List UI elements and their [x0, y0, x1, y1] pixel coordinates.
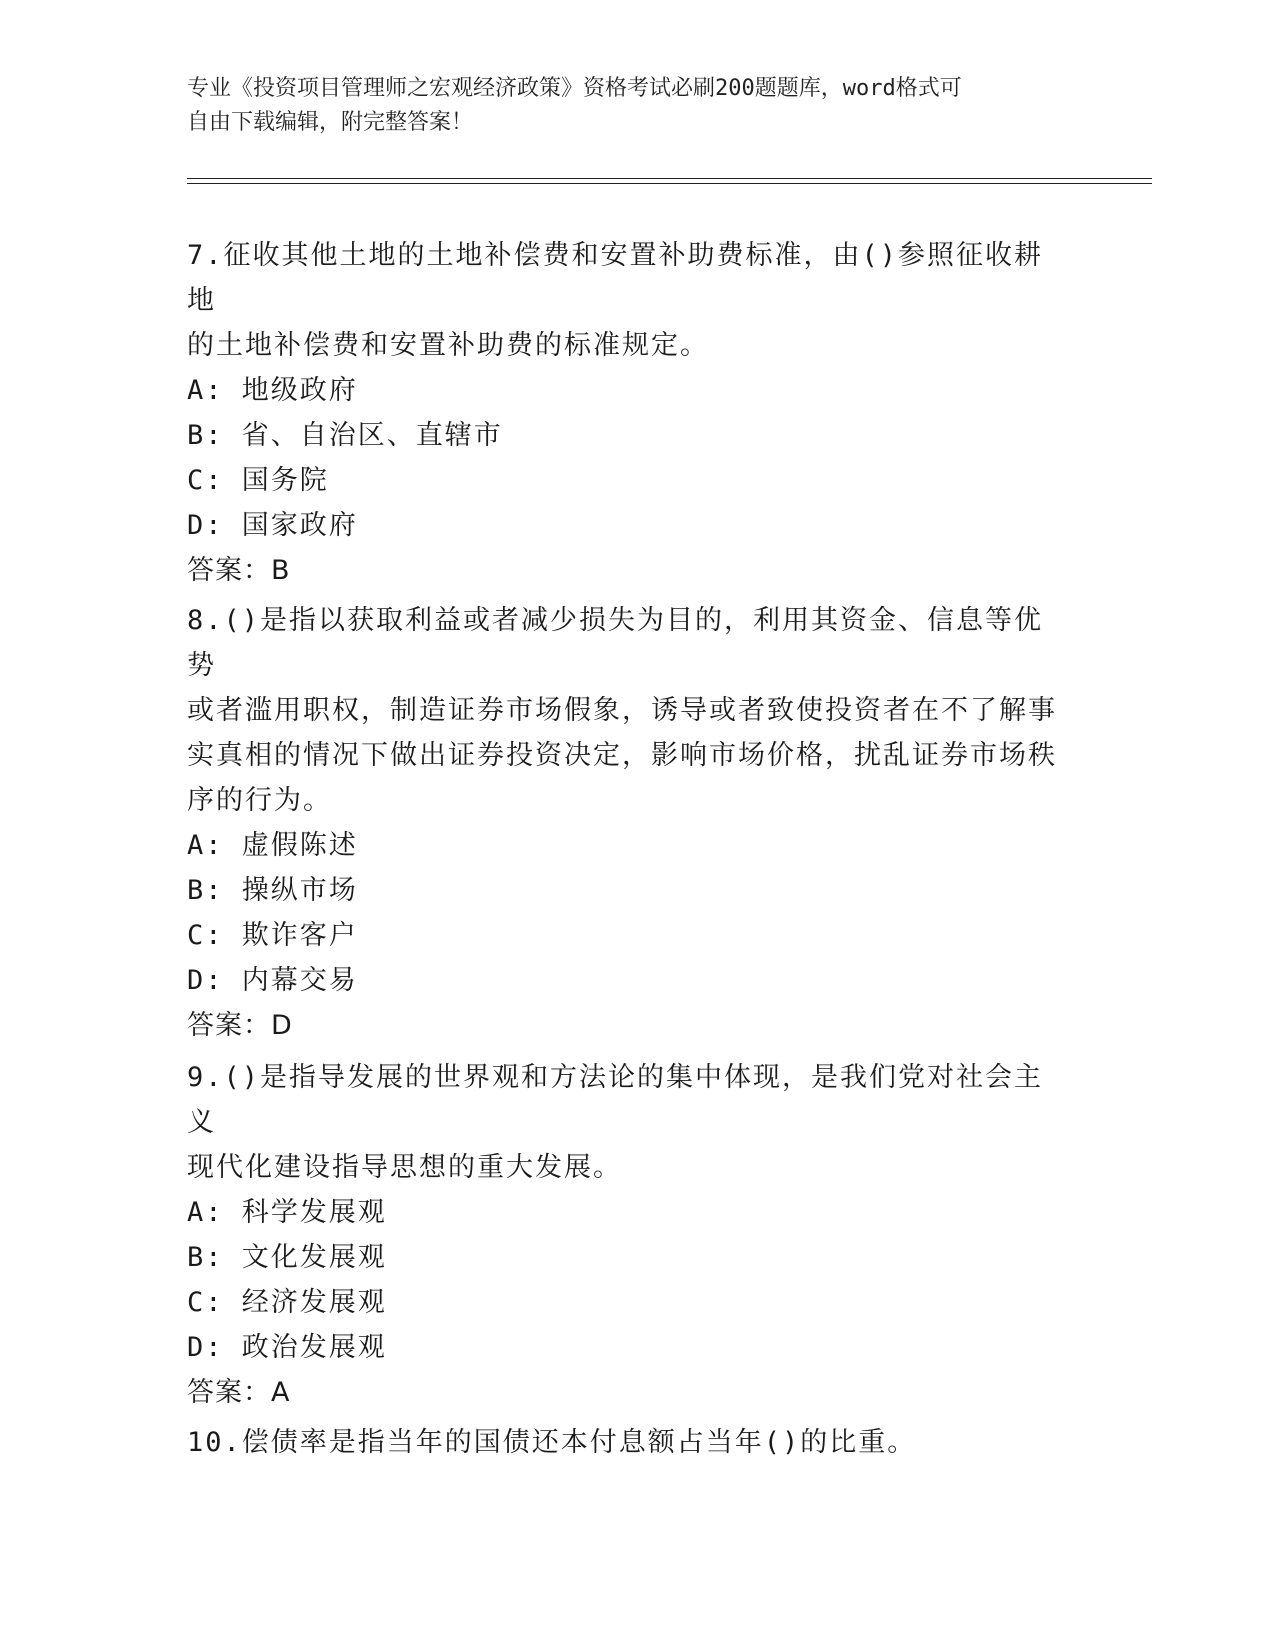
- option-a: A: 地级政府: [187, 375, 358, 406]
- header-divider: [187, 183, 1152, 184]
- question-stem: [187, 598, 1067, 823]
- question-10: [187, 1420, 1067, 1465]
- stem-line: 现代化建设指导思想的重大发展。: [187, 1152, 622, 1183]
- option-b: B: 操纵市场: [187, 875, 358, 906]
- option-a: A: 科学发展观: [187, 1197, 387, 1228]
- question-stem: [187, 1055, 1067, 1190]
- option-a: A: 虚假陈述: [187, 830, 358, 861]
- option-d: D: 政治发展观: [187, 1332, 387, 1363]
- option-c: C: 经济发展观: [187, 1287, 387, 1318]
- header-line: 专业《投资项目管理师之宏观经济政策》资格考试必刷200题题库，word格式可: [187, 76, 962, 101]
- stem-line: 实真相的情况下做出证券投资决定，影响市场价格，扰乱证券市场秩: [187, 740, 1057, 771]
- stem-line: 7.征收其他土地的土地补偿费和安置补助费标准，由()参照征收耕地: [187, 240, 1044, 316]
- question-stem: [187, 233, 1067, 368]
- option-b: B: 省、自治区、直辖市: [187, 420, 503, 451]
- answer: 答案：B: [187, 555, 291, 586]
- header-divider: [187, 178, 1152, 179]
- stem-line: 10.偿债率是指当年的国债还本付息额占当年()的比重。: [187, 1427, 917, 1458]
- document-header: [187, 72, 1067, 140]
- option-c: C: 国务院: [187, 465, 329, 496]
- stem-line: 的土地补偿费和安置补助费的标准规定。: [187, 330, 709, 361]
- option-b: B: 文化发展观: [187, 1242, 387, 1273]
- stem-line: 8.()是指以获取利益或者减少损失为目的，利用其资金、信息等优势: [187, 605, 1044, 681]
- stem-line: 或者滥用职权，制造证券市场假象，诱导或者致使投资者在不了解事: [187, 695, 1057, 726]
- option-d: D: 内幕交易: [187, 965, 358, 996]
- stem-line: 序的行为。: [187, 785, 332, 816]
- question-9: [187, 1055, 1067, 1415]
- question-stem: [187, 1420, 1067, 1465]
- option-c: C: 欺诈客户: [187, 920, 358, 951]
- answer: 答案：A: [187, 1377, 291, 1408]
- option-d: D: 国家政府: [187, 510, 358, 541]
- stem-line: 9.()是指导发展的世界观和方法论的集中体现，是我们党对社会主义: [187, 1062, 1044, 1138]
- answer: 答案：D: [187, 1010, 293, 1041]
- header-line: 自由下载编辑，附完整答案！: [187, 110, 474, 135]
- question-8: [187, 598, 1067, 1048]
- question-7: [187, 233, 1067, 593]
